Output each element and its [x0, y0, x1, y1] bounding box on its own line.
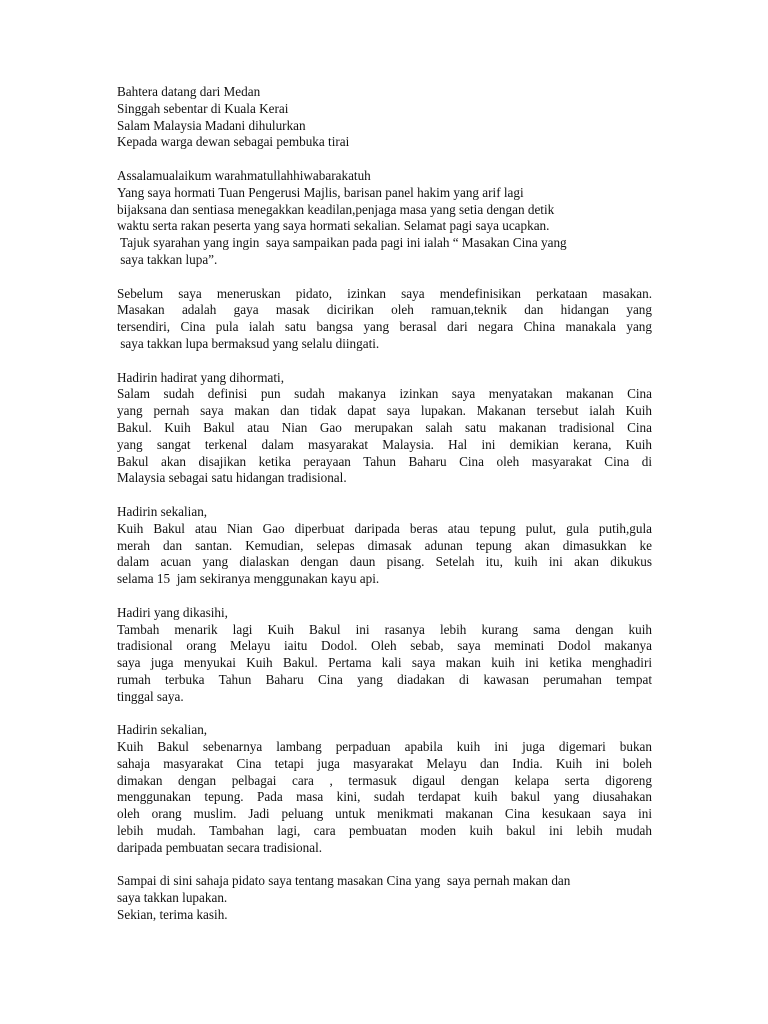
speech-document	[117, 84, 652, 941]
text-line: tinggal saya.	[117, 688, 184, 704]
text-line: saya takkan lupa bermaksud yang selalu diingati.	[117, 335, 380, 351]
paragraph-kuih-bakul-intro	[117, 370, 652, 488]
text-line: Malaysia sebagai satu hidangan tradisional.	[117, 470, 347, 486]
pantun-line: Salam Malaysia Madani dihulurkan	[117, 117, 306, 133]
text-line: Yang saya hormati Tuan Pengerusi Majlis, barisan panel hakim yang arif lagi	[117, 184, 524, 200]
text-line: Bakul. Kuih Bakul atau Nian Gao merupakan salah satu makanan tradisional Cina	[117, 419, 652, 435]
salutation: Hadirin sekalian,	[117, 503, 208, 519]
text-line: saya takkan lupakan.	[117, 890, 228, 906]
text-line: tradisional orang Melayu iaitu Dodol. Oleh sebab, saya meminati Dodol makanya	[117, 638, 652, 654]
text-line: merah dan santan. Kemudian, selepas dimasak adunan tepung akan dimasukkan ke	[117, 537, 652, 553]
text-line: lebih mudah. Tambahan lagi, cara pembuatan moden kuih bakul ini lebih mudah	[117, 823, 652, 839]
pantun-line: Kepada warga dewan sebagai pembuka tirai	[117, 134, 350, 150]
salutation: Hadiri yang dikasihi,	[117, 604, 228, 620]
pantun-line: Singgah sebentar di Kuala Kerai	[117, 100, 289, 116]
paragraph-unity	[117, 722, 652, 856]
text-line: saya takkan lupa”.	[117, 251, 218, 267]
opening-salutation	[117, 168, 652, 269]
text-line: oleh orang muslim. Jadi peluang untuk menikmati makanan Cina kesukaan saya ini	[117, 806, 652, 822]
farewell: Sekian, terima kasih.	[117, 907, 228, 923]
salutation: Hadirin sekalian,	[117, 722, 208, 738]
text-line: rumah terbuka Tahun Baharu Cina yang diadakan di kawasan perumahan tempat	[117, 671, 652, 687]
text-line: yang pernah saya makan dan tidak dapat saya lupakan. Makanan tersebut ialah Kuih	[117, 403, 652, 419]
text-line: tersendiri, Cina pula ialah satu bangsa yang berasal dari negara China manakala yang	[117, 319, 652, 335]
opening-pantun	[117, 84, 652, 151]
text-line: Masakan adalah gaya masak dicirikan oleh ramuan,teknik dan hidangan yang	[117, 302, 652, 318]
text-line: yang sangat terkenal dalam masyarakat Malaysia. Hal ini demikian kerana, Kuih	[117, 436, 652, 452]
text-line: Sebelum saya meneruskan pidato, izinkan saya mendefinisikan perkataan masakan.	[117, 285, 652, 301]
text-line: selama 15 jam sekiranya menggunakan kayu api.	[117, 571, 380, 587]
greeting: Assalamualaikum warahmatullahhiwabarakatuh	[117, 167, 371, 183]
text-line: dimakan dengan pelbagai cara , termasuk digaul dengan kelapa serta digoreng	[117, 772, 652, 788]
text-line: sahaja masyarakat Cina tetapi juga masyarakat Melayu dan India. Kuih ini boleh	[117, 755, 652, 771]
text-line: dalam acuan yang dialaskan dengan daun pisang. Setelah itu, kuih ini akan dikukus	[117, 554, 652, 570]
text-line: Tambah menarik lagi Kuih Bakul ini rasanya lebih kurang sama dengan kuih	[117, 621, 652, 637]
text-line: Kuih Bakul sebenarnya lambang perpaduan apabila kuih ini juga digemari bukan	[117, 739, 652, 755]
text-line: waktu serta rakan peserta yang saya hormati sekalian. Selamat pagi saya ucapkan.	[117, 218, 550, 234]
paragraph-ingredients	[117, 504, 652, 588]
text-line: daripada pembuatan secara tradisional.	[117, 839, 323, 855]
paragraph-taste	[117, 605, 652, 706]
text-line: Salam sudah definisi pun sudah makanya izinkan saya menyatakan makanan Cina	[117, 386, 652, 402]
text-line: menggunakan tepung. Pada masa kini, sudah terdapat kuih bakul yang diusahakan	[117, 789, 652, 805]
text-line: Kuih Bakul atau Nian Gao diperbuat daripada beras atau tepung pulut, gula putih,gula	[117, 520, 652, 536]
paragraph-definition	[117, 286, 652, 353]
closing-paragraph	[117, 873, 652, 923]
text-line: Bakul akan disajikan ketika perayaan Tahun Baharu Cina oleh masyarakat Cina di	[117, 453, 652, 469]
salutation: Hadirin hadirat yang dihormati,	[117, 369, 284, 385]
text-line: bijaksana dan sentiasa menegakkan keadilan,penjaga masa yang setia dengan detik	[117, 201, 555, 217]
text-line: Sampai di sini sahaja pidato saya tentang masakan Cina yang saya pernah makan dan	[117, 873, 571, 889]
text-line: Tajuk syarahan yang ingin saya sampaikan pada pagi ini ialah “ Masakan Cina yang	[117, 235, 567, 251]
pantun-line: Bahtera datang dari Medan	[117, 84, 261, 99]
text-line: saya juga menyukai Kuih Bakul. Pertama kali saya makan kuih ini ketika menghadiri	[117, 655, 652, 671]
